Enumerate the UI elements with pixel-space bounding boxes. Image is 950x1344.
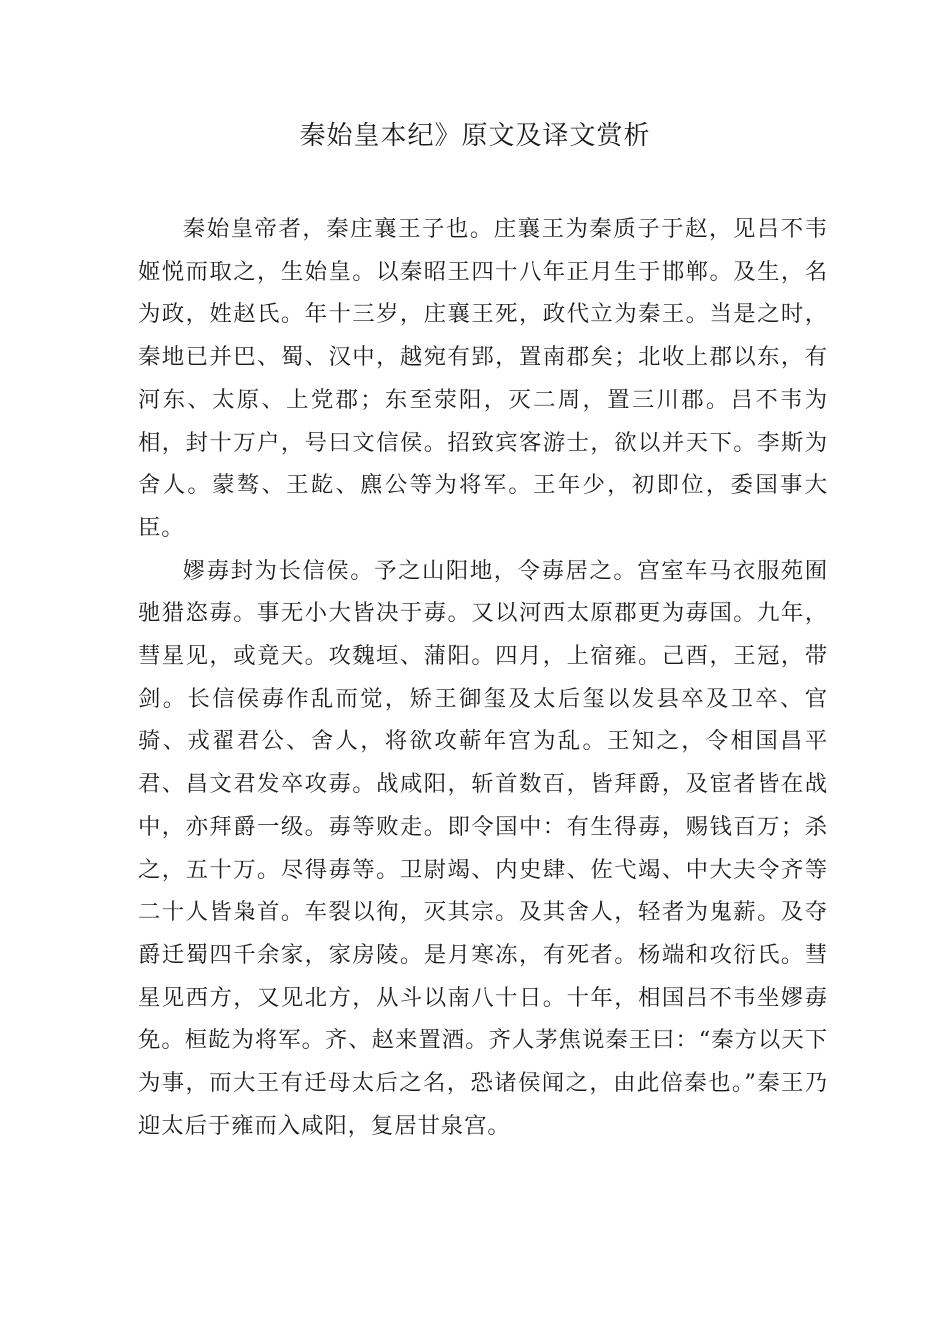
paragraph-1: 秦始皇帝者，秦庄襄王子也。庄襄王为秦质子于赵，见吕不韦姬悦而取之，生始皇。以秦昭王四十八年正月生于邯郸。及生，名为政，姓赵氏。年十三岁，庄襄王死，政代立为秦王。当是之时，秦地已并巴、蜀、汉中，越宛有郢，置南郡矣；北收上郡以东，有河东、太原、上党郡；东至荥阳，灭二周，置三川郡。吕不韦为相，封十万户，号曰文信侯。招致宾客游士，欲以并天下。李斯为舍人。蒙骜、王龁、麃公等为将军。王年少，初即位，委国事大臣。 [138, 216, 828, 541]
document-body [138, 208, 828, 1147]
paragraph-2: 嫪毐封为长信侯。予之山阳地，令毐居之。宫室车马衣服苑囿驰猎恣毐。事无小大皆决于毐。又以河西太原郡更为毐国。九年，彗星见，或竟天。攻魏垣、蒲阳。四月，上宿雍。己酉，王冠，带剑。长信侯毐作乱而觉，矫王御玺及太后玺以发县卒及卫卒、官骑、戎翟君公、舍人，将欲攻蕲年宫为乱。王知之，令相国昌平君、昌文君发卒攻毐。战咸阳，斩首数百，皆拜爵，及宦者皆在战中，亦拜爵一级。毐等败走。即令国中：有生得毐，赐钱百万；杀之，五十万。尽得毐等。卫尉竭、内史肆、佐弋竭、中大夫令齐等二十人皆枭首。车裂以徇，灭其宗。及其舍人，轻者为鬼薪。及夺爵迁蜀四千余家，家房陵。是月寒冻，有死者。杨端和攻衍氏。彗星见西方，又见北方，从斗以南八十日。十年，相国吕不韦坐嫪毐免。桓龁为将军。齐、赵来置酒。齐人茅焦说秦王曰：“秦方以天下为事，而大王有迁母太后之名，恐诸侯闻之，由此倍秦也。”秦王乃迎太后于雍而入咸阳，复居甘泉宫。 [138, 557, 828, 1139]
document-title: 秦始皇本纪》原文及译文赏析 [299, 121, 651, 151]
